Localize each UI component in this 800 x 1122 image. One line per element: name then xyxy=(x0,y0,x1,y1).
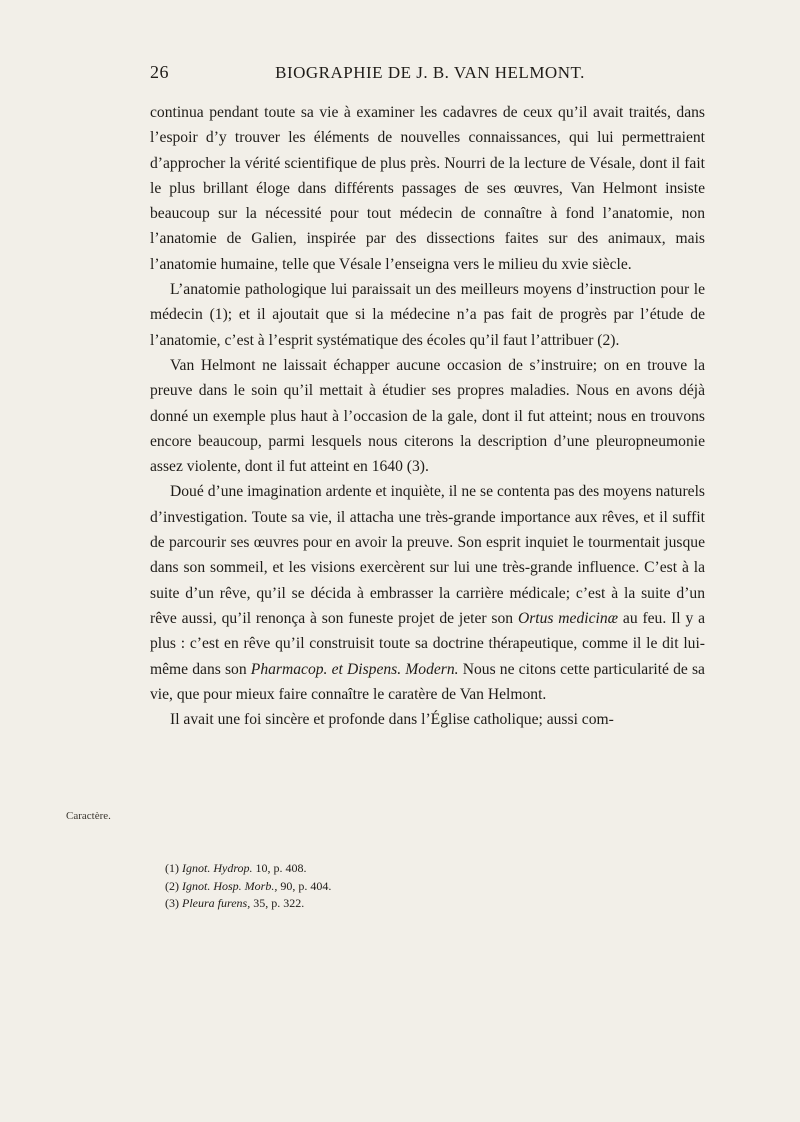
title-ortus-medicinae: Ortus medicinæ xyxy=(517,609,619,627)
running-title: BIOGRAPHIE DE J. B. VAN HELMONT. xyxy=(275,63,585,82)
paragraph-2: L’anatomie pathologique lui paraissait un des meilleurs moyens d’instruction pour le médecin (1); et il ajoutait que si la médecine n’a pas fait de progrès par l’étude de l’anatomie, c’est à l’esprit systématique des écoles qu’il faut l’attribuer (2). xyxy=(150,281,705,349)
margin-note: Caractère. xyxy=(66,810,111,822)
page-header xyxy=(150,62,710,83)
footnotes xyxy=(165,860,705,913)
title-pharmacop: Pharmacop. et Dispens. Modern. xyxy=(250,660,459,678)
body-text xyxy=(150,100,705,732)
footnote-1-number: (1) xyxy=(165,861,179,875)
footnote-3-ref: Pleura furens, xyxy=(182,896,251,910)
paragraph-1: continua pendant toute sa vie à examiner les cadavres de ceux qu’il avait traités, dans l’espoir d’y trouver les éléments de nouvelles connaissances, qui lui permettraient d’approcher la vérité scientifique de plus près. Nourri de la lecture de Vésale, dont il fait le plus brillant éloge dans différents passages de ses œuvres, Van Helmont insiste beaucoup sur la nécessité pour tout médecin de connaître à fond l’anatomie, non l’anatomie de Galien, inspirée par des dissections faites sur des animaux, mais l’anatomie humaine, telle que Vésale l’enseigna vers le milieu du xvie siècle. xyxy=(150,104,705,273)
page-number: 26 xyxy=(150,62,169,82)
paragraph-5: Il avait une foi sincère et profonde dans l’Église catholique; aussi com- xyxy=(170,711,614,729)
paragraph-4-part-b: au feu. Il y a plus : c’est en rêve qu’il construisit toute sa doctrine thérapeutique, comme il le dit lui-même dans son xyxy=(150,609,705,678)
footnote-1-ref: Ignot. Hydrop. xyxy=(182,861,253,875)
paragraph-4-part-c: Nous ne citons cette particularité de sa vie, que pour mieux faire connaître le caratère de Van Helmont. xyxy=(150,660,705,703)
footnote-3 xyxy=(165,895,705,913)
footnote-3-loc: 35, p. 322. xyxy=(250,896,305,910)
footnote-1 xyxy=(165,860,705,878)
footnote-2-number: (2) xyxy=(165,878,179,893)
paragraph-3: Van Helmont ne laissait échapper aucune occasion de s’instruire; on en trouve la preuve dans le soin qu’il mettait à étudier ses propres maladies. Nous en avons déjà donné un exemple plus haut à l’occasion de la gale, dont il fut atteint; nous en trouvons encore beaucoup, parmi lesquels nous citerons la description d’une pleuropneumonie assez violente, dont il fut atteint en 1640 (3). xyxy=(150,356,705,476)
footnote-2-loc: 90, p. 404. xyxy=(277,878,332,893)
footnote-2-ref: Ignot. Hosp. Morb., xyxy=(182,878,278,893)
paragraph-4 xyxy=(150,479,705,707)
footnote-3-number: (3) xyxy=(165,896,179,910)
paragraph-4-part-a: Doué d’une imagination ardente et inquiète, il ne se contenta pas des moyens naturels d’investigation. Toute sa vie, il attacha une très-grande importance aux rêves, et il suffit de parcourir ses œuvres pour en avoir la preuve. Son esprit inquiet le tourmentait jusque dans son sommeil, et les visions exercèrent sur lui une très-grande influence. C’est à la suite d’un rêve, qu’il se décida à embrasser la carrière médicale; c’est à la suite d’un rêve aussi, qu’il renonça à son funeste projet de jeter son xyxy=(150,483,705,627)
footnote-2 xyxy=(165,878,705,896)
footnote-1-loc: 10, p. 408. xyxy=(252,861,307,875)
